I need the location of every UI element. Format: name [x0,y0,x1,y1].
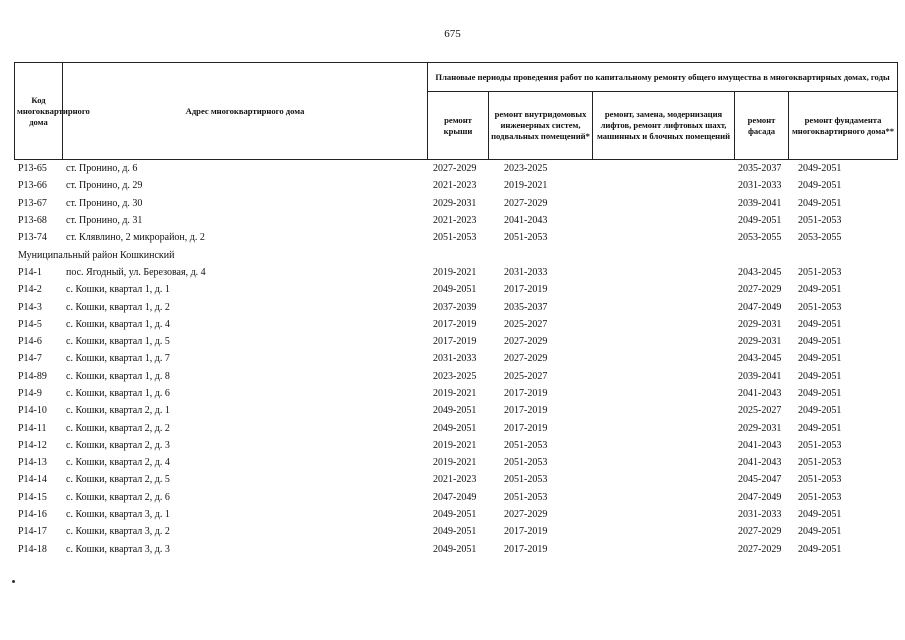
cell-address: с. Кошки, квартал 3, д. 2 [66,526,170,538]
cell-lifts [592,489,734,506]
cell-address: с. Кошки, квартал 3, д. 3 [66,543,170,555]
cell-lifts [592,454,734,471]
cell-address: ст. Пронино, д. 6 [66,163,138,175]
cell-lifts [592,264,734,281]
cell-foundation: 2049-2051 [798,370,842,382]
cell-roof: 2047-2049 [433,491,477,503]
cell-engineering: 2025-2027 [504,318,548,330]
cell-facade: 2043-2045 [738,266,782,278]
cell-foundation: 2051-2053 [798,491,842,503]
cell-facade: 2041-2043 [738,457,782,469]
cell-code: P13-68 [18,215,47,227]
cell-foundation: 2049-2051 [798,180,842,192]
cell-roof: 2027-2029 [433,163,477,175]
cell-engineering: 2027-2029 [504,197,548,209]
cell-engineering: 2051-2053 [504,439,548,451]
cell-lifts [592,402,734,419]
cell-code: P13-66 [18,180,47,192]
cell-engineering: 2041-2043 [504,215,548,227]
cell-code: P14-17 [18,526,47,538]
cell-facade: 2025-2027 [738,405,782,417]
cell-foundation: 2049-2051 [798,388,842,399]
cell-code: P14-11 [18,422,47,434]
cell-foundation: 2053-2055 [798,232,842,244]
cell-code: P14-5 [18,318,42,330]
scan-dot [12,580,15,583]
header-lifts: ремонт, замена, модернизация лифтов, ремонт лифтовых шахт, машинных и блочных помещений [593,92,735,160]
cell-facade: 2027-2029 [738,526,782,538]
cell-address: с. Кошки, квартал 2, д. 5 [66,474,170,486]
header-engineering: ремонт внутридомовых инженерных систем, подвальных помещений* [489,92,593,160]
cell-address: ст. Клявлино, 2 микрорайон, д. 2 [66,232,205,244]
cell-address: с. Кошки, квартал 1, д. 2 [66,301,170,313]
cell-foundation: 2049-2051 [798,197,842,209]
cell-facade: 2041-2043 [738,439,782,451]
cell-address: с. Кошки, квартал 1, д. 7 [66,353,170,365]
header-roof: ремонт крыши [428,92,489,160]
header-foundation: ремонт фундамента многоквартирного дома** [789,92,898,160]
cell-foundation: 2051-2053 [798,301,842,313]
cell-code: P14-15 [18,491,47,503]
cell-lifts [592,177,734,194]
cell-facade: 2053-2055 [738,232,782,244]
table-row [14,177,897,194]
cell-engineering: 2051-2053 [504,457,548,469]
cell-code: P14-16 [18,509,47,521]
cell-engineering: 2051-2053 [504,474,548,486]
cell-foundation: 2049-2051 [798,405,842,417]
cell-lifts [592,419,734,436]
cell-code: P14-7 [18,353,42,365]
cell-facade: 2029-2031 [738,336,782,348]
cell-roof: 2029-2031 [433,197,477,209]
cell-lifts [592,541,734,558]
header-planned-periods: Плановые периоды проведения работ по капитальному ремонту общего имущества в многоквартирных домах, годы [428,63,898,92]
table-row [14,506,897,523]
cell-address: с. Кошки, квартал 1, д. 5 [66,336,170,348]
cell-roof: 2049-2051 [433,422,477,434]
table-body [14,160,897,558]
cell-roof: 2019-2021 [433,266,477,278]
cell-foundation: 2051-2053 [798,439,842,451]
cell-address: с. Кошки, квартал 2, д. 1 [66,405,170,417]
cell-roof: 2021-2023 [433,180,477,192]
cell-facade: 2027-2029 [738,543,782,555]
cell-facade: 2041-2043 [738,388,782,399]
cell-address: ст. Пронино, д. 29 [66,180,143,192]
header-facade: ремонт фасада [735,92,789,160]
cell-facade: 2047-2049 [738,491,782,503]
cell-address: с. Кошки, квартал 1, д. 8 [66,370,170,382]
cell-engineering: 2025-2027 [504,370,548,382]
cell-facade: 2031-2033 [738,180,782,192]
cell-lifts [592,316,734,333]
cell-lifts [592,298,734,315]
cell-code: P13-67 [18,197,47,209]
table-row [14,437,897,454]
cell-address: пос. Ягодный, ул. Березовая, д. 4 [66,266,206,278]
cell-roof: 2051-2053 [433,232,477,244]
cell-engineering: 2023-2025 [504,163,548,175]
cell-lifts [592,195,734,212]
table-row [14,212,897,229]
cell-engineering: 2027-2029 [504,353,548,365]
cell-code: P14-89 [18,370,47,382]
cell-engineering: 2027-2029 [504,509,548,521]
cell-foundation: 2049-2051 [798,284,842,296]
cell-lifts [592,523,734,540]
table-row [14,523,897,540]
cell-roof: 2021-2023 [433,215,477,227]
cell-engineering: 2017-2019 [504,526,548,538]
table-row [14,229,897,246]
cell-engineering: 2017-2019 [504,284,548,296]
table-row [14,195,897,212]
header-code: Код многоквартирного дома [15,63,63,160]
cell-facade: 2027-2029 [738,284,782,296]
table-row [14,541,897,558]
table-row [14,489,897,506]
cell-roof: 2049-2051 [433,526,477,538]
table-row [14,264,897,281]
table-row [14,385,897,402]
cell-foundation: 2049-2051 [798,353,842,365]
table-row [14,454,897,471]
cell-address: ст. Пронино, д. 31 [66,215,143,227]
cell-engineering: 2035-2037 [504,301,548,313]
cell-lifts [592,212,734,229]
cell-foundation: 2049-2051 [798,318,842,330]
cell-address: с. Кошки, квартал 2, д. 4 [66,457,170,469]
cell-roof: 2023-2025 [433,370,477,382]
cell-code: P14-1 [18,266,42,278]
cell-lifts [592,281,734,298]
cell-foundation: 2049-2051 [798,336,842,348]
cell-facade: 2043-2045 [738,353,782,365]
cell-foundation: 2049-2051 [798,422,842,434]
cell-engineering: 2017-2019 [504,405,548,417]
cell-foundation: 2051-2053 [798,215,842,227]
cell-facade: 2049-2051 [738,215,782,227]
cell-facade: 2031-2033 [738,509,782,521]
cell-engineering: 2031-2033 [504,266,548,278]
cell-code: P14-2 [18,284,42,296]
cell-code: P14-12 [18,439,47,451]
page-number: 675 [444,28,461,40]
cell-code: P14-13 [18,457,47,469]
cell-foundation: 2049-2051 [798,163,842,175]
cell-lifts [592,385,734,402]
capital-repair-table [14,62,897,558]
cell-facade: 2039-2041 [738,197,782,209]
cell-roof: 2049-2051 [433,405,477,417]
cell-address: с. Кошки, квартал 3, д. 1 [66,509,170,521]
header-address: Адрес многоквартирного дома [63,63,428,160]
cell-foundation: 2051-2053 [798,474,842,486]
cell-code: P14-3 [18,301,42,313]
cell-foundation: 2049-2051 [798,509,842,521]
cell-roof: 2037-2039 [433,301,477,313]
table-row [14,316,897,333]
cell-facade: 2029-2031 [738,422,782,434]
cell-lifts [592,350,734,367]
table-row [14,160,897,177]
cell-code: P13-74 [18,232,47,244]
table-row [14,350,897,367]
cell-roof: 2049-2051 [433,284,477,296]
cell-roof: 2017-2019 [433,336,477,348]
cell-engineering: 2017-2019 [504,388,548,399]
table-row [14,402,897,419]
cell-engineering: 2051-2053 [504,491,548,503]
table-row [14,368,897,385]
table-row [14,281,897,298]
cell-roof: 2017-2019 [433,318,477,330]
cell-facade: 2039-2041 [738,370,782,382]
cell-lifts [592,160,734,177]
cell-roof: 2019-2021 [433,439,477,451]
cell-code: P14-9 [18,388,42,399]
cell-lifts [592,229,734,246]
cell-roof: 2021-2023 [433,474,477,486]
cell-facade: 2045-2047 [738,474,782,486]
table-row [14,471,897,488]
cell-engineering: 2027-2029 [504,336,548,348]
cell-engineering: 2017-2019 [504,543,548,555]
cell-code: P14-14 [18,474,47,486]
cell-foundation: 2049-2051 [798,526,842,538]
cell-foundation: 2051-2053 [798,266,842,278]
table-header [14,62,898,160]
cell-lifts [592,437,734,454]
cell-engineering: 2051-2053 [504,232,548,244]
cell-roof: 2049-2051 [433,543,477,555]
cell-engineering: 2019-2021 [504,180,548,192]
cell-roof: 2031-2033 [433,353,477,365]
cell-address: с. Кошки, квартал 2, д. 3 [66,439,170,451]
cell-roof: 2049-2051 [433,509,477,521]
cell-engineering: 2017-2019 [504,422,548,434]
table-row [14,298,897,315]
cell-code: P14-10 [18,405,47,417]
cell-roof: 2019-2021 [433,457,477,469]
cell-foundation: 2051-2053 [798,457,842,469]
table-row [14,333,897,350]
cell-address: с. Кошки, квартал 2, д. 6 [66,491,170,503]
cell-address: с. Кошки, квартал 1, д. 4 [66,318,170,330]
cell-facade: 2029-2031 [738,318,782,330]
table-row [14,419,897,436]
cell-address: ст. Пронино, д. 30 [66,197,143,209]
cell-address: с. Кошки, квартал 1, д. 1 [66,284,170,296]
cell-facade: 2047-2049 [738,301,782,313]
cell-roof: 2019-2021 [433,388,477,399]
cell-code: P14-6 [18,336,42,348]
cell-address: с. Кошки, квартал 1, д. 6 [66,388,170,399]
cell-code: P14-18 [18,543,47,555]
cell-foundation: 2049-2051 [798,543,842,555]
cell-facade: 2035-2037 [738,163,782,175]
cell-lifts [592,333,734,350]
cell-code: P13-65 [18,163,47,175]
cell-lifts [592,368,734,385]
section-title: Муниципальный район Кошкинский [18,249,175,261]
cell-lifts [592,471,734,488]
cell-address: с. Кошки, квартал 2, д. 2 [66,422,170,434]
cell-lifts [592,506,734,523]
